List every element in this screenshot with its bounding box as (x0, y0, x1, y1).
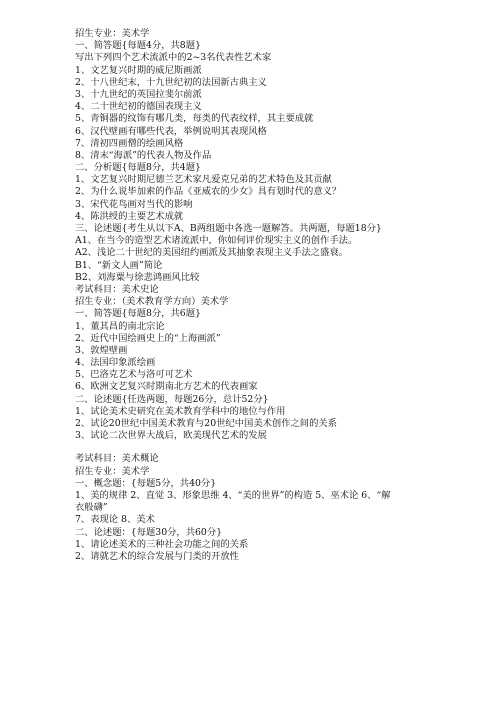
question-item: 1、文艺复兴时期尼德兰艺术家凡爱克兄弟的艺术特色及其贡献 (75, 174, 332, 186)
section-gap (75, 442, 475, 453)
question-item: A1、在当今的造型艺术诸流派中，你如何评价现实主义的创作手法。 (75, 235, 358, 247)
question-item: B2、刘海粟与徐悲鸿画风比较 (75, 271, 200, 283)
section-heading: 二、论述题：{每题30分，共60分} (75, 526, 223, 538)
question-item: 4、法国印象派绘画 (75, 357, 156, 369)
question-item: 2、为什么说毕加索的作品《亚威农的少女》具有划时代的意义？ (75, 186, 342, 198)
subject-line: 考试科目：美术概论 (75, 453, 159, 465)
question-item: 7、表现论 8、美术 (75, 514, 155, 526)
question-item: 8、清末“海派”的代表人物及作品 (75, 149, 212, 161)
instruction-line: 写出下列四个艺术流派中的2~3名代表性艺术家 (75, 52, 272, 64)
question-item: 3、试论二次世界大战后，欧美现代艺术的发展 (75, 430, 267, 442)
question-item: 2、请就艺术的综合发展与门类的开放性 (75, 550, 239, 562)
major-line: 招生专业：（美术教育学方向）美术学 (75, 296, 229, 308)
exam-section-1 (75, 28, 475, 442)
question-item: 7、清初四画僧的绘画风格 (75, 137, 184, 149)
question-item: 1、文艺复兴时期的威尼斯画派 (75, 64, 202, 76)
question-item: 3、敦煌壁画 (75, 344, 128, 356)
question-item-continued: 衣般礴” (75, 502, 108, 514)
question-item: 1、美的规律 2、直觉 3、形象思维 4、“美的世界”的构造 5、巫术论 6、“解 (75, 489, 391, 501)
subject-line: 考试科目：美术史论 (75, 283, 159, 295)
question-item: 1、董其昌的南北宗论 (75, 320, 165, 332)
question-item: 4、陈洪绶的主要艺术成就 (75, 210, 184, 222)
question-item: B1、“新文人画”简论 (75, 259, 163, 271)
exam-section-2 (75, 453, 475, 563)
section-heading: 一、简答题{每题8分，共6题} (75, 308, 201, 320)
question-item: 3、十九世纪的英国拉斐尔前派 (75, 88, 202, 100)
question-item: 4、二十世纪初的德国表现主义 (75, 101, 202, 113)
question-item: 2、近代中国绘画史上的“上海画派” (75, 332, 221, 344)
question-item: 2、试论20世纪中国美术教育与20世纪中国美术创作之间的关系 (75, 418, 337, 429)
question-item: 3、宋代花鸟画对当代的影响 (75, 198, 193, 210)
question-item: 5、青铜器的纹饰有哪几类，每类的代表纹样，其主要成就 (75, 113, 314, 125)
section-heading: 一、概念题：{每题5分，共40分} (75, 477, 217, 489)
question-item: 2、十八世纪末，十九世纪初的法国新古典主义 (75, 76, 267, 88)
document-page (75, 28, 475, 563)
question-item: 6、汉代壁画有哪些代表，举例说明其表现风格 (75, 125, 267, 137)
section-heading: 三、论述题{考生从以下A、B两组题中各选一题解答。共两题，每题18分} (75, 223, 382, 234)
question-item: 5、巴洛克艺术与洛可可艺术 (75, 369, 193, 381)
section-heading: 二、论述题{任选两题，每题26分，总计52分} (75, 393, 269, 405)
major-line: 招生专业：美术学 (75, 28, 150, 39)
question-item: 6、欧洲文艺复兴时期南北方艺术的代表画家 (75, 381, 258, 393)
section-heading: 二、分析题{每题8分，共4题} (75, 162, 201, 174)
section-heading: 一、简答题{每题4分，共8题} (75, 40, 201, 52)
major-line: 招生专业：美术学 (75, 465, 150, 477)
question-item: 1、试论美术史研究在美术教育学科中的地位与作用 (75, 405, 286, 417)
question-item: 1、请论述美术的三种社会功能之间的关系 (75, 538, 249, 550)
question-item: A2、浅论二十世纪的美国纽约画派及其抽象表现主义手法之盛衰。 (75, 247, 348, 259)
